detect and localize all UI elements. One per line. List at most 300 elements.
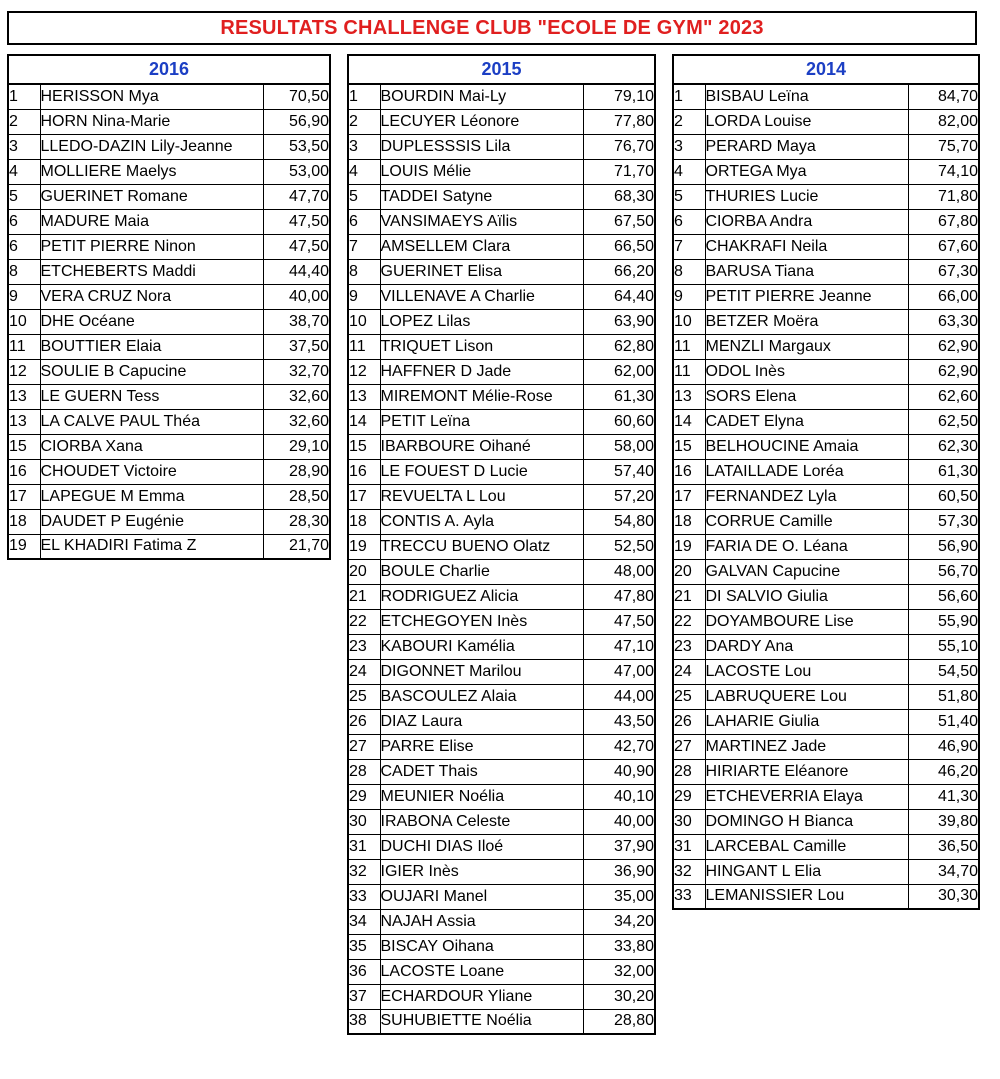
score-cell: 40,00 xyxy=(263,284,330,309)
athlete-name-cell: VILLENAVE A Charlie xyxy=(380,284,583,309)
athlete-name-cell: LECUYER Léonore xyxy=(380,109,583,134)
rank-cell: 15 xyxy=(348,434,380,459)
score-cell: 63,90 xyxy=(583,309,655,334)
score-cell: 62,50 xyxy=(908,409,979,434)
athlete-name-cell: CADET Elyna xyxy=(705,409,908,434)
rank-cell: 16 xyxy=(8,459,40,484)
athlete-name-cell: LEMANISSIER Lou xyxy=(705,884,908,909)
athlete-name-cell: IGIER Inès xyxy=(380,859,583,884)
table-row xyxy=(348,409,655,434)
athlete-name-cell: CONTIS A. Ayla xyxy=(380,509,583,534)
table-row xyxy=(8,359,330,384)
rank-cell: 26 xyxy=(673,709,705,734)
athlete-name-cell: EL KHADIRI Fatima Z xyxy=(40,534,263,559)
table-row xyxy=(673,884,979,909)
rank-cell: 20 xyxy=(348,559,380,584)
rank-cell: 11 xyxy=(673,334,705,359)
rank-cell: 8 xyxy=(673,259,705,284)
score-cell: 28,30 xyxy=(263,509,330,534)
results-table-2015 xyxy=(347,54,656,1035)
score-cell: 21,70 xyxy=(263,534,330,559)
table-row xyxy=(673,784,979,809)
rank-cell: 28 xyxy=(348,759,380,784)
score-cell: 29,10 xyxy=(263,434,330,459)
table-row xyxy=(348,684,655,709)
rank-cell: 13 xyxy=(8,409,40,434)
athlete-name-cell: THURIES Lucie xyxy=(705,184,908,209)
table-row xyxy=(8,484,330,509)
rank-cell: 32 xyxy=(348,859,380,884)
table-row xyxy=(673,159,979,184)
rank-cell: 20 xyxy=(673,559,705,584)
athlete-name-cell: TRECCU BUENO Olatz xyxy=(380,534,583,559)
rank-cell: 30 xyxy=(348,809,380,834)
table-row xyxy=(348,909,655,934)
score-cell: 60,50 xyxy=(908,484,979,509)
table-row xyxy=(673,759,979,784)
rank-cell: 16 xyxy=(673,459,705,484)
rank-cell: 23 xyxy=(348,634,380,659)
year-header: 2014 xyxy=(673,55,979,84)
athlete-name-cell: GUERINET Elisa xyxy=(380,259,583,284)
rank-cell: 1 xyxy=(348,84,380,109)
table-row xyxy=(348,209,655,234)
score-cell: 84,70 xyxy=(908,84,979,109)
rank-cell: 21 xyxy=(348,584,380,609)
table-row xyxy=(673,584,979,609)
rank-cell: 24 xyxy=(673,659,705,684)
athlete-name-cell: CHAKRAFI Neila xyxy=(705,234,908,259)
rank-cell: 11 xyxy=(348,334,380,359)
rank-cell: 13 xyxy=(673,384,705,409)
score-cell: 56,60 xyxy=(908,584,979,609)
score-cell: 66,00 xyxy=(908,284,979,309)
table-row xyxy=(673,734,979,759)
rank-cell: 17 xyxy=(673,484,705,509)
table-row xyxy=(348,134,655,159)
athlete-name-cell: LACOSTE Lou xyxy=(705,659,908,684)
table-row xyxy=(673,334,979,359)
table-row xyxy=(673,459,979,484)
athlete-name-cell: LOUIS Mélie xyxy=(380,159,583,184)
table-row xyxy=(8,459,330,484)
table-row xyxy=(348,584,655,609)
table-row xyxy=(673,809,979,834)
table-row xyxy=(673,234,979,259)
athlete-name-cell: ETCHEVERRIA Elaya xyxy=(705,784,908,809)
athlete-name-cell: SOULIE B Capucine xyxy=(40,359,263,384)
table-row xyxy=(673,259,979,284)
rank-cell: 10 xyxy=(673,309,705,334)
athlete-name-cell: DARDY Ana xyxy=(705,634,908,659)
athlete-name-cell: RODRIGUEZ Alicia xyxy=(380,584,583,609)
rank-cell: 12 xyxy=(348,359,380,384)
rank-cell: 19 xyxy=(8,534,40,559)
athlete-name-cell: AMSELLEM Clara xyxy=(380,234,583,259)
rank-cell: 8 xyxy=(8,259,40,284)
table-row xyxy=(673,184,979,209)
rank-cell: 26 xyxy=(348,709,380,734)
athlete-name-cell: HINGANT L Elia xyxy=(705,859,908,884)
athlete-name-cell: LA CALVE PAUL Théa xyxy=(40,409,263,434)
table-row xyxy=(348,834,655,859)
athlete-name-cell: LLEDO-DAZIN Lily-Jeanne xyxy=(40,134,263,159)
rank-cell: 24 xyxy=(348,659,380,684)
score-cell: 34,20 xyxy=(583,909,655,934)
rank-cell: 25 xyxy=(348,684,380,709)
score-cell: 82,00 xyxy=(908,109,979,134)
score-cell: 76,70 xyxy=(583,134,655,159)
score-cell: 47,80 xyxy=(583,584,655,609)
score-cell: 57,30 xyxy=(908,509,979,534)
rank-cell: 3 xyxy=(348,134,380,159)
score-cell: 63,30 xyxy=(908,309,979,334)
rank-cell: 31 xyxy=(348,834,380,859)
athlete-name-cell: REVUELTA L Lou xyxy=(380,484,583,509)
score-cell: 46,20 xyxy=(908,759,979,784)
table-row xyxy=(8,534,330,559)
table-row xyxy=(348,84,655,109)
rank-cell: 17 xyxy=(8,484,40,509)
athlete-name-cell: PETIT Leïna xyxy=(380,409,583,434)
score-cell: 53,50 xyxy=(263,134,330,159)
athlete-name-cell: MIREMONT Mélie-Rose xyxy=(380,384,583,409)
score-cell: 71,80 xyxy=(908,184,979,209)
athlete-name-cell: CHOUDET Victoire xyxy=(40,459,263,484)
table-row xyxy=(348,384,655,409)
rank-cell: 17 xyxy=(348,484,380,509)
table-row xyxy=(673,859,979,884)
rank-cell: 6 xyxy=(673,209,705,234)
rank-cell: 5 xyxy=(348,184,380,209)
rank-cell: 38 xyxy=(348,1009,380,1034)
score-cell: 32,70 xyxy=(263,359,330,384)
table-row xyxy=(8,109,330,134)
rank-cell: 6 xyxy=(8,234,40,259)
athlete-name-cell: BOUTTIER Elaia xyxy=(40,334,263,359)
rank-cell: 11 xyxy=(673,359,705,384)
rank-cell: 33 xyxy=(673,884,705,909)
athlete-name-cell: LARCEBAL Camille xyxy=(705,834,908,859)
score-cell: 28,50 xyxy=(263,484,330,509)
score-cell: 62,80 xyxy=(583,334,655,359)
title-banner xyxy=(7,11,977,45)
table-row xyxy=(348,984,655,1009)
score-cell: 68,30 xyxy=(583,184,655,209)
rank-cell: 12 xyxy=(8,359,40,384)
athlete-name-cell: IBARBOURE Oihané xyxy=(380,434,583,459)
rank-cell: 18 xyxy=(673,509,705,534)
athlete-name-cell: ECHARDOUR Yliane xyxy=(380,984,583,1009)
score-cell: 47,10 xyxy=(583,634,655,659)
rank-cell: 9 xyxy=(8,284,40,309)
athlete-name-cell: FERNANDEZ Lyla xyxy=(705,484,908,509)
athlete-name-cell: DUPLESSSIS Lila xyxy=(380,134,583,159)
athlete-name-cell: ETCHEBERTS Maddi xyxy=(40,259,263,284)
rank-cell: 34 xyxy=(348,909,380,934)
page-title: RESULTATS CHALLENGE CLUB "ECOLE DE GYM" 2023 xyxy=(220,16,764,39)
score-cell: 41,30 xyxy=(908,784,979,809)
rank-cell: 3 xyxy=(8,134,40,159)
score-cell: 67,60 xyxy=(908,234,979,259)
rank-cell: 7 xyxy=(348,234,380,259)
rank-cell: 23 xyxy=(673,634,705,659)
score-cell: 37,90 xyxy=(583,834,655,859)
athlete-name-cell: LOPEZ Lilas xyxy=(380,309,583,334)
athlete-name-cell: HERISSON Mya xyxy=(40,84,263,109)
athlete-name-cell: DHE Océane xyxy=(40,309,263,334)
athlete-name-cell: CADET Thais xyxy=(380,759,583,784)
table-row xyxy=(673,134,979,159)
table-row xyxy=(348,184,655,209)
rank-cell: 8 xyxy=(348,259,380,284)
rank-cell: 4 xyxy=(673,159,705,184)
rank-cell: 32 xyxy=(673,859,705,884)
rank-cell: 21 xyxy=(673,584,705,609)
score-cell: 62,60 xyxy=(908,384,979,409)
score-cell: 62,30 xyxy=(908,434,979,459)
score-cell: 77,80 xyxy=(583,109,655,134)
table-row xyxy=(673,359,979,384)
score-cell: 79,10 xyxy=(583,84,655,109)
athlete-name-cell: GALVAN Capucine xyxy=(705,559,908,584)
table-row xyxy=(348,859,655,884)
rank-cell: 6 xyxy=(348,209,380,234)
score-cell: 55,10 xyxy=(908,634,979,659)
rank-cell: 13 xyxy=(348,384,380,409)
table-row xyxy=(8,509,330,534)
table-row xyxy=(348,784,655,809)
athlete-name-cell: LABRUQUERE Lou xyxy=(705,684,908,709)
rank-cell: 10 xyxy=(8,309,40,334)
athlete-name-cell: PERARD Maya xyxy=(705,134,908,159)
score-cell: 35,00 xyxy=(583,884,655,909)
athlete-name-cell: BELHOUCINE Amaia xyxy=(705,434,908,459)
table-row xyxy=(348,1009,655,1034)
table-row xyxy=(348,484,655,509)
athlete-name-cell: TRIQUET Lison xyxy=(380,334,583,359)
athlete-name-cell: HAFFNER D Jade xyxy=(380,359,583,384)
rank-cell: 18 xyxy=(348,509,380,534)
athlete-name-cell: PETIT PIERRE Ninon xyxy=(40,234,263,259)
table-row xyxy=(673,609,979,634)
athlete-name-cell: DI SALVIO Giulia xyxy=(705,584,908,609)
score-cell: 66,50 xyxy=(583,234,655,259)
rank-cell: 18 xyxy=(8,509,40,534)
table-row xyxy=(673,409,979,434)
table-row xyxy=(673,834,979,859)
table-row xyxy=(673,559,979,584)
table-row xyxy=(673,534,979,559)
athlete-name-cell: HIRIARTE Eléanore xyxy=(705,759,908,784)
athlete-name-cell: MOLLIERE Maelys xyxy=(40,159,263,184)
table-row xyxy=(348,659,655,684)
table-row xyxy=(8,334,330,359)
rank-cell: 4 xyxy=(8,159,40,184)
athlete-name-cell: KABOURI Kamélia xyxy=(380,634,583,659)
year-header: 2016 xyxy=(8,55,330,84)
table-row xyxy=(348,509,655,534)
athlete-name-cell: FARIA DE O. Léana xyxy=(705,534,908,559)
score-cell: 39,80 xyxy=(908,809,979,834)
rank-cell: 5 xyxy=(8,184,40,209)
table-row xyxy=(8,234,330,259)
table-row xyxy=(673,484,979,509)
rank-cell: 29 xyxy=(348,784,380,809)
athlete-name-cell: BASCOULEZ Alaia xyxy=(380,684,583,709)
score-cell: 74,10 xyxy=(908,159,979,184)
rank-cell: 2 xyxy=(348,109,380,134)
score-cell: 44,40 xyxy=(263,259,330,284)
score-cell: 53,00 xyxy=(263,159,330,184)
rank-cell: 15 xyxy=(673,434,705,459)
rank-cell: 1 xyxy=(8,84,40,109)
table-row xyxy=(8,159,330,184)
athlete-name-cell: CIORBA Xana xyxy=(40,434,263,459)
rank-cell: 25 xyxy=(673,684,705,709)
table-row xyxy=(348,534,655,559)
table-row xyxy=(673,84,979,109)
score-cell: 40,90 xyxy=(583,759,655,784)
table-row xyxy=(348,634,655,659)
rank-cell: 14 xyxy=(673,409,705,434)
athlete-name-cell: MEUNIER Noélia xyxy=(380,784,583,809)
score-cell: 32,60 xyxy=(263,384,330,409)
score-cell: 28,90 xyxy=(263,459,330,484)
score-cell: 66,20 xyxy=(583,259,655,284)
score-cell: 75,70 xyxy=(908,134,979,159)
athlete-name-cell: BISCAY Oihana xyxy=(380,934,583,959)
athlete-name-cell: LATAILLADE Loréa xyxy=(705,459,908,484)
score-cell: 40,00 xyxy=(583,809,655,834)
score-cell: 67,50 xyxy=(583,209,655,234)
rank-cell: 7 xyxy=(673,234,705,259)
score-cell: 38,70 xyxy=(263,309,330,334)
rank-cell: 6 xyxy=(8,209,40,234)
athlete-name-cell: LAHARIE Giulia xyxy=(705,709,908,734)
table-row xyxy=(673,209,979,234)
score-cell: 30,20 xyxy=(583,984,655,1009)
table-row xyxy=(673,709,979,734)
athlete-name-cell: BOULE Charlie xyxy=(380,559,583,584)
score-cell: 52,50 xyxy=(583,534,655,559)
table-row xyxy=(348,459,655,484)
score-cell: 32,00 xyxy=(583,959,655,984)
score-cell: 62,90 xyxy=(908,359,979,384)
results-table-2016 xyxy=(7,54,331,560)
rank-cell: 3 xyxy=(673,134,705,159)
table-row xyxy=(348,234,655,259)
score-cell: 57,20 xyxy=(583,484,655,509)
athlete-name-cell: DOYAMBOURE Lise xyxy=(705,609,908,634)
rank-cell: 15 xyxy=(8,434,40,459)
rank-cell: 1 xyxy=(673,84,705,109)
score-cell: 47,50 xyxy=(263,209,330,234)
athlete-name-cell: ETCHEGOYEN Inès xyxy=(380,609,583,634)
athlete-name-cell: OUJARI Manel xyxy=(380,884,583,909)
score-cell: 70,50 xyxy=(263,84,330,109)
athlete-name-cell: NAJAH Assia xyxy=(380,909,583,934)
score-cell: 47,00 xyxy=(583,659,655,684)
results-table-2014 xyxy=(672,54,980,910)
athlete-name-cell: PETIT PIERRE Jeanne xyxy=(705,284,908,309)
athlete-name-cell: DIAZ Laura xyxy=(380,709,583,734)
table-row xyxy=(348,959,655,984)
rank-cell: 22 xyxy=(673,609,705,634)
rank-cell: 2 xyxy=(673,109,705,134)
rank-cell: 30 xyxy=(673,809,705,834)
athlete-name-cell: HORN Nina-Marie xyxy=(40,109,263,134)
table-row xyxy=(348,734,655,759)
athlete-name-cell: VANSIMAEYS Aïlis xyxy=(380,209,583,234)
table-row xyxy=(8,184,330,209)
athlete-name-cell: PARRE Elise xyxy=(380,734,583,759)
score-cell: 40,10 xyxy=(583,784,655,809)
athlete-name-cell: BARUSA Tiana xyxy=(705,259,908,284)
rank-cell: 19 xyxy=(348,534,380,559)
score-cell: 33,80 xyxy=(583,934,655,959)
score-cell: 64,40 xyxy=(583,284,655,309)
score-cell: 58,00 xyxy=(583,434,655,459)
rank-cell: 31 xyxy=(673,834,705,859)
score-cell: 54,80 xyxy=(583,509,655,534)
athlete-name-cell: MADURE Maia xyxy=(40,209,263,234)
score-cell: 47,70 xyxy=(263,184,330,209)
score-cell: 56,90 xyxy=(263,109,330,134)
athlete-name-cell: CORRUE Camille xyxy=(705,509,908,534)
score-cell: 67,80 xyxy=(908,209,979,234)
score-cell: 46,90 xyxy=(908,734,979,759)
table-row xyxy=(8,384,330,409)
athlete-name-cell: LE FOUEST D Lucie xyxy=(380,459,583,484)
table-row xyxy=(8,209,330,234)
table-row xyxy=(673,434,979,459)
athlete-name-cell: SORS Elena xyxy=(705,384,908,409)
athlete-name-cell: LE GUERN Tess xyxy=(40,384,263,409)
table-row xyxy=(673,309,979,334)
rank-cell: 35 xyxy=(348,934,380,959)
score-cell: 60,60 xyxy=(583,409,655,434)
table-row xyxy=(8,284,330,309)
table-row xyxy=(348,559,655,584)
rank-cell: 10 xyxy=(348,309,380,334)
rank-cell: 22 xyxy=(348,609,380,634)
rank-cell: 29 xyxy=(673,784,705,809)
score-cell: 47,50 xyxy=(263,234,330,259)
athlete-name-cell: LACOSTE Loane xyxy=(380,959,583,984)
rank-cell: 28 xyxy=(673,759,705,784)
rank-cell: 4 xyxy=(348,159,380,184)
table-row xyxy=(8,259,330,284)
rank-cell: 5 xyxy=(673,184,705,209)
score-cell: 71,70 xyxy=(583,159,655,184)
athlete-name-cell: ODOL Inès xyxy=(705,359,908,384)
athlete-name-cell: BISBAU Leïna xyxy=(705,84,908,109)
score-cell: 34,70 xyxy=(908,859,979,884)
score-cell: 32,60 xyxy=(263,409,330,434)
rank-cell: 9 xyxy=(348,284,380,309)
rank-cell: 36 xyxy=(348,959,380,984)
score-cell: 61,30 xyxy=(583,384,655,409)
table-row xyxy=(348,359,655,384)
rank-cell: 27 xyxy=(673,734,705,759)
athlete-name-cell: GUERINET Romane xyxy=(40,184,263,209)
athlete-name-cell: DIGONNET Marilou xyxy=(380,659,583,684)
athlete-name-cell: BOURDIN Mai-Ly xyxy=(380,84,583,109)
table-row xyxy=(673,384,979,409)
table-row xyxy=(348,934,655,959)
score-cell: 62,90 xyxy=(908,334,979,359)
